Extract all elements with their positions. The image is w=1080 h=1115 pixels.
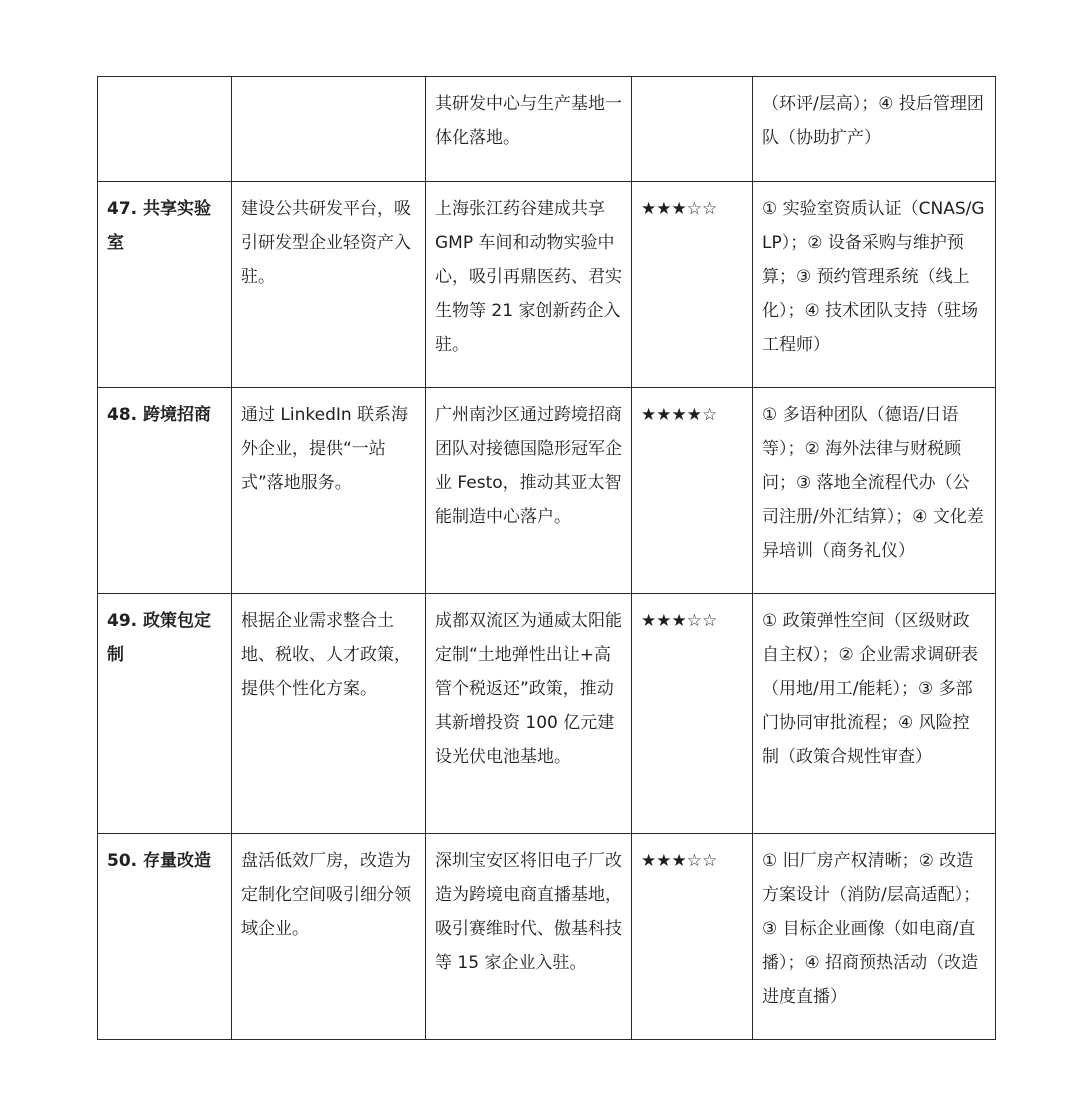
row-description-cell: 建设公共研发平台，吸引研发型企业轻资产入驻。 [232, 182, 426, 388]
row-name-cell: 50. 存量改造 [98, 834, 232, 1040]
row-name-cell: 47. 共享实验室 [98, 182, 232, 388]
table-row [98, 594, 996, 834]
row-description-cell: 根据企业需求整合土地、税收、人才政策，提供个性化方案。 [232, 594, 426, 834]
row-requirements-cell: ① 实验室资质认证（CNAS/GLP）；② 设备采购与维护预算；③ 预约管理系统（线上化）；④ 技术团队支持（驻场工程师） [753, 182, 996, 388]
star-rating: ★★★☆☆ [632, 834, 753, 1040]
row-requirements-cell: ① 政策弹性空间（区级财政自主权）；② 企业需求调研表（用地/用工/能耗）；③ 多部门协同审批流程；④ 风险控制（政策合规性审查） [753, 594, 996, 834]
row-name-cell [98, 77, 232, 182]
strategy-table [97, 76, 996, 1040]
row-case-cell: 其研发中心与生产基地一体化落地。 [426, 77, 632, 182]
table-row [98, 834, 996, 1040]
star-rating: ★★★★☆ [632, 388, 753, 594]
row-name-cell: 49. 政策包定制 [98, 594, 232, 834]
table-row [98, 388, 996, 594]
table-row [98, 182, 996, 388]
row-description-cell [232, 77, 426, 182]
row-case-cell: 成都双流区为通威太阳能定制“土地弹性出让+高管个税返还”政策，推动其新增投资 100 亿元建设光伏电池基地。 [426, 594, 632, 834]
row-case-cell: 广州南沙区通过跨境招商团队对接德国隐形冠军企业 Festo，推动其亚太智能制造中心落户。 [426, 388, 632, 594]
row-requirements-cell: （环评/层高）；④ 投后管理团队（协助扩产） [753, 77, 996, 182]
row-name-cell: 48. 跨境招商 [98, 388, 232, 594]
table-row-continuation [98, 77, 996, 182]
row-requirements-cell: ① 多语种团队（德语/日语等）；② 海外法律与财税顾问；③ 落地全流程代办（公司注册/外汇结算）；④ 文化差异培训（商务礼仪） [753, 388, 996, 594]
star-rating: ★★★☆☆ [632, 182, 753, 388]
row-description-cell: 盘活低效厂房，改造为定制化空间吸引细分领域企业。 [232, 834, 426, 1040]
star-rating: ★★★☆☆ [632, 594, 753, 834]
row-description-cell: 通过 LinkedIn 联系海外企业，提供“一站式”落地服务。 [232, 388, 426, 594]
row-rating-cell [632, 77, 753, 182]
row-requirements-cell: ① 旧厂房产权清晰；② 改造方案设计（消防/层高适配）；③ 目标企业画像（如电商/直播）；④ 招商预热活动（改造进度直播） [753, 834, 996, 1040]
row-case-cell: 上海张江药谷建成共享 GMP 车间和动物实验中心，吸引再鼎医药、君实生物等 21 家创新药企入驻。 [426, 182, 632, 388]
row-case-cell: 深圳宝安区将旧电子厂改造为跨境电商直播基地，吸引赛维时代、傲基科技等 15 家企业入驻。 [426, 834, 632, 1040]
